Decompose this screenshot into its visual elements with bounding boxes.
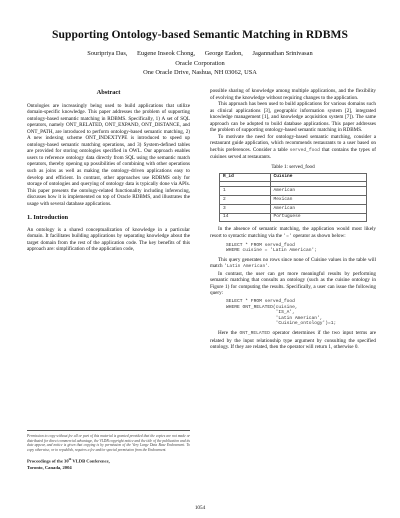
inline-code: ONT_RELATED <box>239 330 270 336</box>
proceedings-sup: th <box>68 457 72 461</box>
page-number: 1054 <box>194 505 206 511</box>
text-span: . <box>267 263 270 270</box>
table-cell: 2 <box>220 196 271 205</box>
table-cell: American <box>270 187 366 196</box>
paper-title: Supporting Ontology-based Semantic Matching in RDBMS <box>51 28 349 41</box>
code-block: SELECT * FROM served_food WHERE ONT_RELATED(cuisine, 'IS_A', 'Latin American', 'Cuisine_ontology')=1; <box>226 298 337 327</box>
table-cell: 1 <box>220 187 271 196</box>
text-span: Here the <box>218 329 240 336</box>
paragraph: This approach has been used to build applications for various domains such as clinical applications [3], geographic information system [2], integrated knowledge management [1], and knowledge acquisition system [7]). The same approach can be adopted to build database applications. This paper addresses the problem of supporting ontology-based semantic matching in RDBMS. <box>210 101 376 134</box>
paragraph <box>210 134 376 161</box>
text-span: This query generates no rows since none of Cuisine values in the table will match <box>210 256 376 270</box>
author-name: Eugene Inseok Chong, <box>137 50 196 57</box>
proceedings-info <box>27 456 190 471</box>
intro-heading: 1. Introduction <box>27 214 69 222</box>
paragraph: In contrast, the user can get more meaningful results by performing semantic matching that consults an ontology (such as the cuisine ontology in Figure 1) for computing the results. Specifically, a user can issue the following query: <box>210 270 376 297</box>
abstract-heading: Abstract <box>96 89 121 96</box>
left-column <box>27 88 190 253</box>
text-span: operator determines if the two input terms are related by the input relationship type argument by consulting the specified ontology. If they are related, then the operator will return 1, otherwise 0. <box>210 329 377 351</box>
code-block: SELECT * FROM served_food WHERE cuisine = 'Latin American'; <box>226 242 317 254</box>
author-name: George Eadon, <box>204 50 243 57</box>
paragraph <box>210 226 376 240</box>
text-span: To motivate the need for ontology-based semantic matching, consider a restaurant guide application, which recommends restaurants to a user based on her/his preferences. Consider a table <box>210 133 376 153</box>
affiliation: Oracle Corporation <box>175 60 225 67</box>
right-column <box>210 88 376 351</box>
table-header-row <box>220 173 367 182</box>
served-food-table <box>219 173 367 223</box>
address: One Oracle Drive, Nashua, NH 03062, USA <box>143 69 257 76</box>
table-cell: 3 <box>220 204 271 213</box>
text-span: operator as shown below: <box>291 232 346 239</box>
table-row <box>220 187 367 196</box>
intro-text: An ontology is a shared conceptualization of knowledge in a particular domain. It facilitates building applications by separating knowledge about the target domain from the rest of the application code. The key benefits of this approach are: simplification of the application code, <box>27 226 190 253</box>
column-header: Cuisine <box>270 173 366 182</box>
abstract-text: Ontologies are increasingly being used to build applications that utilize domain-specific knowledge. This paper addresses the problem of supporting ontology-based semantic matching in RDBMS. Specifically, 1) A set of SQL operators, namely ONT_RELATED, ONT_EXPAND, ONT_DISTANCE, and ONT_PATH, are introduced to perform ontology-based semantic matching, 2) A new indexing scheme ONT_INDEXTYPE is introduced to speed up ontology-based semantic matching operations, and 3) System-defined tables are provided for storing ontologies specified in OWL. Our approach enables users to reference ontology data directly from SQL using the semantic match operators, thereby opening up possibilities of combining with other operations such as joins as well as making the ontology-driven applications easy to develop and efficient. In contrast, other approaches use RDBMS only for storage of ontologies and querying of ontology data is typically done via APIs. This paper presents the ontology-related functionality including inferencing, discusses how it is implemented on top of Oracle RDBMS, and illustrates the usage with several database applications. <box>27 102 190 207</box>
text-span: that contains the types of cuisines served at restaurants. <box>210 146 376 161</box>
table-row <box>220 204 367 213</box>
text-span: In the absence of semantic matching, the application would most likely resort to syntactic matching via the <box>210 226 376 239</box>
paragraph: possible sharing of knowledge among multiple applications, and the flexibility of evolving the knowledge without requiring changes to the application. <box>210 88 376 101</box>
inline-code: '=' <box>283 233 292 239</box>
table-caption: Table 1: served_food <box>271 164 315 171</box>
table-cell: 14 <box>220 213 271 222</box>
inline-code: served_food <box>289 147 320 153</box>
table-cell: American <box>270 204 366 213</box>
author-name: Souripriya Das, <box>87 50 128 57</box>
copyright-footnote <box>27 430 190 471</box>
table-row <box>220 213 367 222</box>
paragraph <box>210 257 376 271</box>
column-header: R_id <box>220 173 271 182</box>
proceedings-prefix: Proceedings of the 30 <box>27 458 69 464</box>
table-cell: Portuguese <box>270 213 366 222</box>
inline-code: 'Latin American' <box>223 264 268 270</box>
conference-location: Toronto, Canada, 2004 <box>27 464 72 470</box>
paragraph <box>210 330 376 351</box>
table-cell: Mexican <box>270 196 366 205</box>
author-list <box>0 50 400 57</box>
permission-notice: Permission to copy without fee all or part of this material is granted provided that the copies are not made or distributed for direct commercial advantage, the VLDB copyright notice and the title of the publication and its date appear, and notice is given that copying is by permission of the Very Large Data Base Endowment. To copy otherwise, or to republish, requires a fee and/or special permission from the Endowment. <box>27 434 190 452</box>
proceedings-suffix: VLDB Conference, <box>71 458 110 464</box>
table-row <box>220 196 367 205</box>
author-name: Jagannathan Srinivasan <box>252 50 313 57</box>
